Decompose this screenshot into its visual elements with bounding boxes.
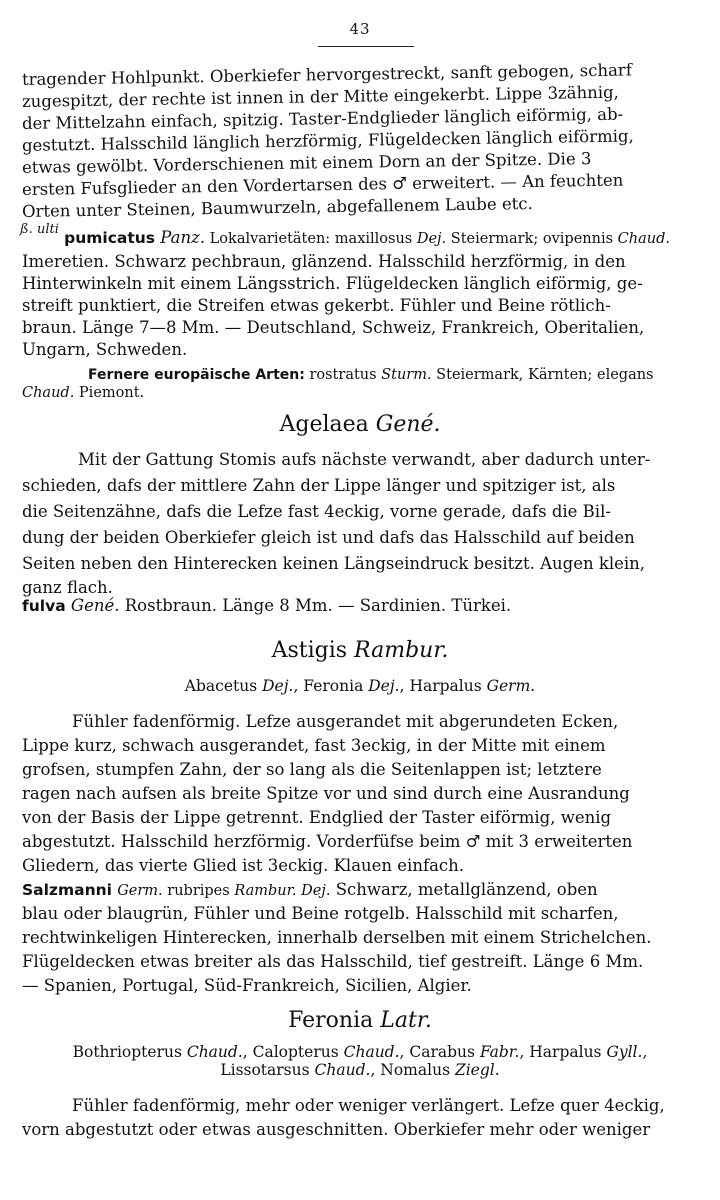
body-line: von der Basis der Lippe getrennt. Endglied der Taster eiförmig, wenig [22, 808, 612, 827]
synonyms-line-2: Lissotarsus Chaud., Nomalus Ziegl. [220, 1061, 500, 1079]
body-line: tragender Hohlpunkt. Oberkiefer hervorgestreckt, sanft gebogen, scharf [21, 60, 632, 89]
body-line: rechtwinkeligen Hinterecken, innerhalb derselben mit einem Strichelchen. [22, 928, 652, 947]
body-line: dung der beiden Oberkiefer gleich ist und dafs das Halsschild auf beiden [22, 528, 635, 547]
body-line: Mit der Gattung Stomis aufs nächste verwandt, aber dadurch unter- [78, 450, 651, 469]
body-line: Gliedern, das vierte Glied ist 3eckig. Klauen einfach. [22, 856, 465, 875]
body-line: schieden, dafs der mittlere Zahn der Lippe länger und spitziger ist, als [22, 476, 616, 495]
body-line: Lippe kurz, schwach ausgerandet, fast 3eckig, in der Mitte mit einem [22, 736, 606, 755]
body-line: braun. Länge 7—8 Mm. — Deutschland, Schweiz, Frankreich, Oberitalien, [22, 318, 645, 337]
species-name: pumicatus [64, 229, 156, 247]
further-species-line: Fernere europäische Arten: rostratus Sturm. Steiermark, Kärnten; elegans [88, 367, 654, 383]
further-species-line-2: Chaud. Piemont. [22, 385, 145, 401]
species-name: fulva [22, 597, 66, 615]
body-line: — Spanien, Portugal, Süd-Frankreich, Sicilien, Algier. [22, 976, 472, 995]
species-name: Salzmanni [22, 881, 112, 899]
body-line: Seiten neben den Hinterecken keinen Längseindruck besitzt. Augen klein, [22, 554, 646, 573]
body-line: der Mittelzahn einfach, spitzig. Taster-Endglieder länglich eiförmig, ab- [21, 104, 624, 133]
body-line: Flügeldecken etwas breiter als das Halsschild, tief gestreift. Länge 6 Mm. [22, 952, 644, 971]
species-author: Germ. [117, 883, 163, 899]
further-species-label: Fernere europäische Arten: [88, 367, 305, 383]
body-line: die Seitenzähne, dafs die Lefze fast 4eckig, vorne gerade, dafs die Bil- [22, 502, 611, 521]
body-line: streift punktiert, die Streifen etwas gekerbt. Fühler und Beine rötlich- [22, 296, 611, 315]
body-line: zugespitzt, der rechte ist innen in der Mitte eingekerbt. Lippe 3zähnig, [21, 82, 619, 111]
synonyms-line: Bothriopterus Chaud., Calopterus Chaud., Carabus Fabr., Harpalus Gyll., [72, 1043, 648, 1061]
body-line: vorn abgestutzt oder etwas ausgeschnitten. Oberkiefer mehr oder weniger [22, 1120, 651, 1139]
body-line: gestutzt. Halsschild länglich herzförmig, Flügeldecken länglich eiförmig, [21, 126, 634, 155]
synonyms-line: Abacetus Dej., Feronia Dej., Harpalus Germ. [184, 677, 536, 695]
species-entry-pumicatus: $^{ß. ulti}$ pumicatus Panz. Lokalvarietäten: maxillosus Dej. Steiermark; ovipennis Chaud. [20, 222, 670, 247]
genus-heading-agelaea: Agelaea Gené. [279, 412, 441, 437]
body-line: blau oder blaugrün, Fühler und Beine rotgelb. Halsschild mit scharfen, [22, 904, 619, 923]
body-line: ganz flach. [22, 578, 113, 597]
species-entry-fulva: fulva Gené. Rostbraun. Länge 8 Mm. — Sardinien. Türkei. [22, 596, 512, 615]
body-line: Hinterwinkeln mit einem Längsstrich. Flügeldecken länglich eiförmig, ge- [22, 274, 643, 293]
handwritten-annotation: ß. ulti [20, 222, 59, 237]
body-line: abgestutzt. Halsschild herzförmig. Vorderfüfse beim ♂ mit 3 erweiterten [22, 832, 633, 851]
body-line: ragen nach aufsen als breite Spitze vor und sind durch eine Ausrandung [22, 784, 630, 803]
body-line: etwas gewölbt. Vorderschienen mit einem Dorn an der Spitze. Die 3 [21, 149, 592, 177]
genus-heading-feronia: Feronia Latr. [288, 1008, 432, 1033]
species-entry-salzmanni: Salzmanni Germ. rubripes Rambur. Dej. Schwarz, metallglänzend, oben [22, 880, 598, 899]
header-rule [318, 46, 414, 47]
body-line: Ungarn, Schweden. [22, 340, 188, 359]
body-line: ersten Fufsglieder an den Vordertarsen des ♂ erweitert. — An feuchten [21, 170, 624, 199]
species-author: Panz. [160, 228, 206, 247]
body-line: grofsen, stumpfen Zahn, der so lang als die Seitenlappen ist; letztere [22, 760, 602, 779]
body-line: Fühler fadenförmig, mehr oder weniger verlängert. Lefze quer 4eckig, [72, 1096, 665, 1115]
genus-heading-astigis: Astigis Rambur. [271, 638, 449, 663]
species-author: Gené. [70, 596, 120, 615]
body-line: Fühler fadenförmig. Lefze ausgerandet mit abgerundeten Ecken, [72, 712, 619, 731]
body-line: Orten unter Steinen, Baumwurzeln, abgefallenem Laube etc. [21, 193, 533, 221]
body-line: Imeretien. Schwarz pechbraun, glänzend. Halsschild herzförmig, in den [22, 252, 626, 271]
page-number: 43 [349, 20, 371, 38]
